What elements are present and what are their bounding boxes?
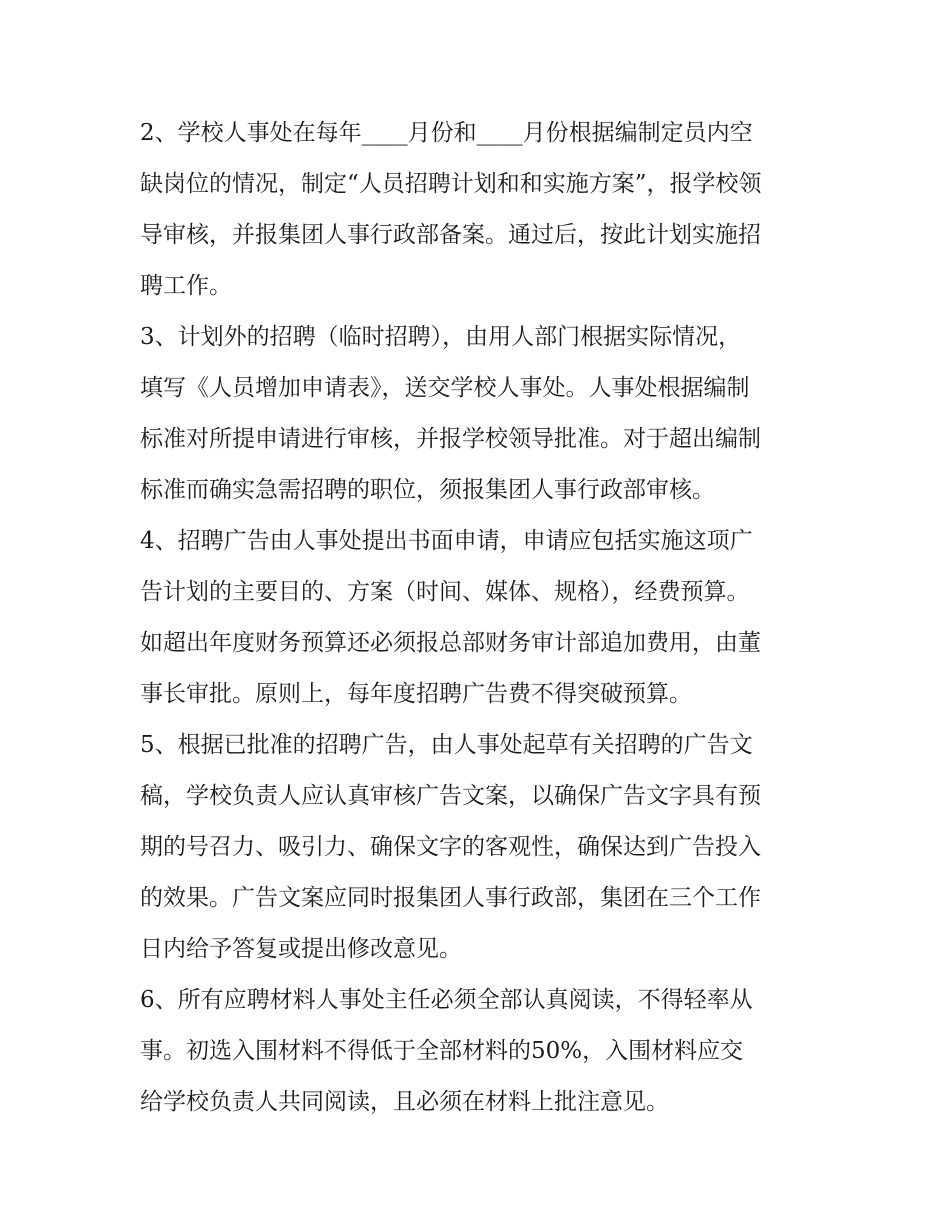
- text-line: 标准而确实急需招聘的职位，须报集团人事行政部审核。: [140, 477, 715, 503]
- text-line: 事。初选入围材料不得低于全部材料的50%，入围材料应交: [140, 1038, 744, 1064]
- text-line: 期的号召力、吸引力、确保文字的客观性，确保达到广告投入: [140, 834, 761, 860]
- text-line: 的效果。广告文案应同时报集团人事行政部，集团在三个工作: [140, 885, 761, 911]
- text-line: 标准对所提申请进行审核，并报学校领导批准。对于超出编制: [140, 426, 761, 452]
- document-body: [140, 108, 820, 1128]
- text-line: 填写《人员增加申请表》，送交学校人事处。人事处根据编制: [140, 375, 750, 401]
- text-line: 事长审批。原则上，每年度招聘广告费不得突破预算。: [140, 681, 692, 707]
- paragraph-item-5: [140, 720, 820, 975]
- text-line: 导审核，并报集团人事行政部备案。通过后，按此计划实施招: [140, 222, 761, 248]
- text-line: 给学校负责人共同阅读，且必须在材料上批注意见。: [140, 1089, 669, 1115]
- text-line: 6、所有应聘材料人事处主任必须全部认真阅读，不得轻率从: [140, 987, 753, 1013]
- text-line: 2、学校人事处在每年____月份和____月份根据编制定员内空: [140, 120, 753, 146]
- text-line: 聘工作。: [140, 273, 232, 299]
- paragraph-item-4: [140, 516, 820, 720]
- paragraph-item-2: [140, 108, 820, 312]
- text-line: 稿，学校负责人应认真审核广告文案，以确保广告文字具有预: [140, 783, 761, 809]
- paragraph-item-6: [140, 975, 820, 1128]
- text-line: 3、计划外的招聘（临时招聘），由用人部门根据实际情况，: [140, 324, 742, 350]
- text-line: 如超出年度财务预算还必须报总部财务审计部追加费用，由董: [140, 630, 761, 656]
- text-line: 告计划的主要目的、方案（时间、媒体、规格），经费预算。: [140, 579, 750, 605]
- paragraph-item-3: [140, 312, 820, 516]
- text-line: 缺岗位的情况，制定“人员招聘计划和和实施方案”，报学校领: [140, 171, 762, 197]
- text-line: 日内给予答复或提出修改意见。: [140, 936, 462, 962]
- text-line: 4、招聘广告由人事处提出书面申请，申请应包括实施这项广: [140, 528, 753, 554]
- text-line: 5、根据已批准的招聘广告，由人事处起草有关招聘的广告文: [140, 732, 753, 758]
